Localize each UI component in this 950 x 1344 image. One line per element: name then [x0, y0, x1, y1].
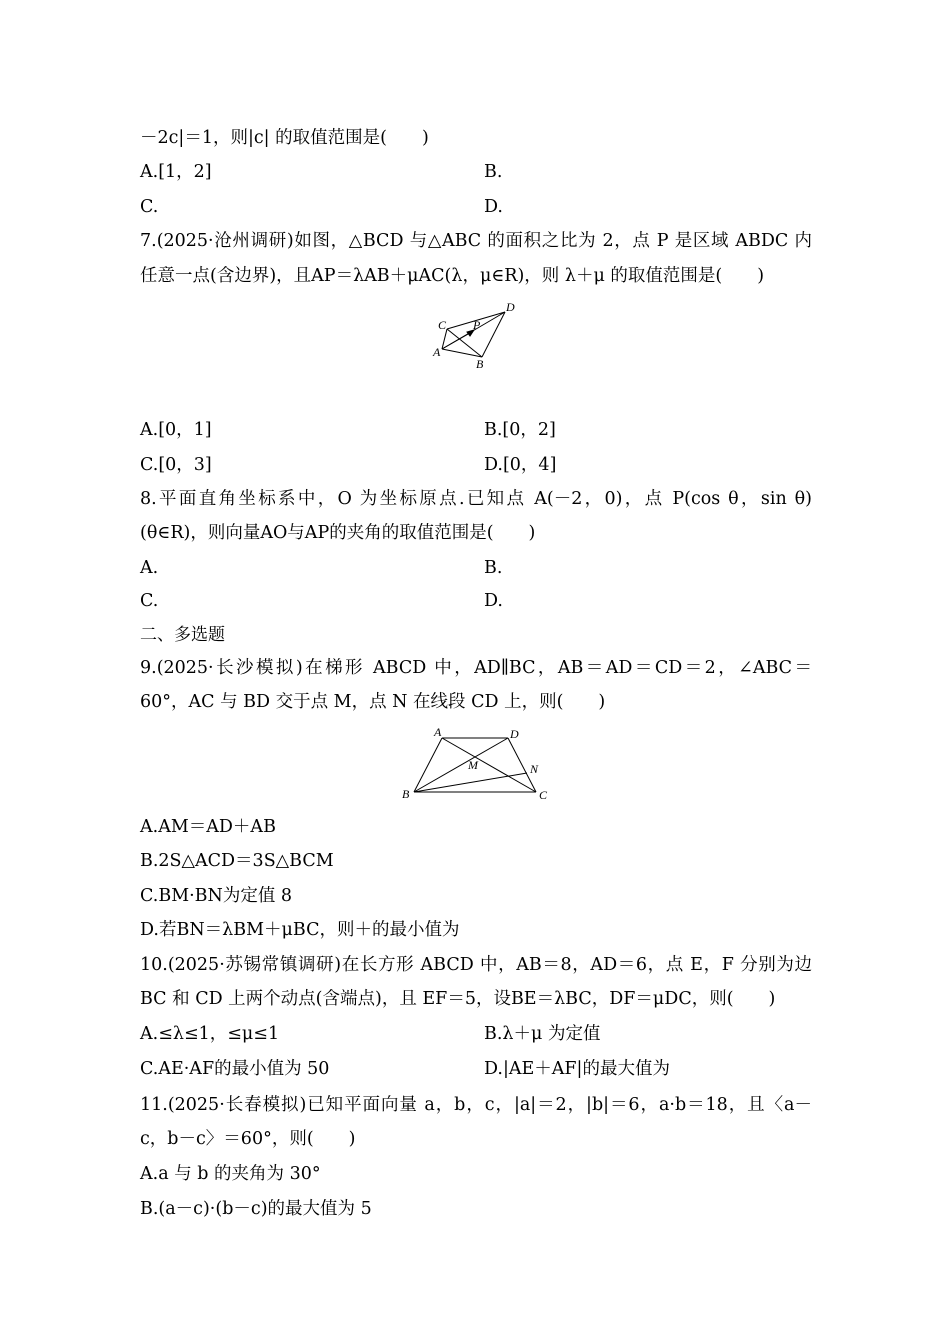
- q9-stem-line2: 60°，AC 与 BD 交于点 M，点 N 在线段 CD 上，则( ): [140, 692, 606, 712]
- q8-stem-line1: 8.平面直角坐标系中，O 为坐标原点.已知点 A(－2，0)，点 P(cos θ，sin θ): [140, 489, 812, 509]
- q6-option-b[interactable]: B.: [484, 162, 503, 182]
- q7-label-a: A: [433, 345, 441, 359]
- q10-option-d[interactable]: D.|AE＋AF|的最大值为: [484, 1059, 670, 1079]
- q7-stem-line2: 任意一点(含边界)，且AP＝λAB＋μAC(λ，μ∈R)，则 λ＋μ 的取值范围是( ): [140, 266, 765, 286]
- q9-label-a: A: [434, 725, 442, 739]
- q9-label-c: C: [539, 788, 548, 802]
- q6-option-c[interactable]: C.: [140, 197, 159, 217]
- q9-label-b: B: [402, 787, 410, 801]
- q8-option-a[interactable]: A.: [140, 558, 159, 578]
- q9-option-a[interactable]: A.AM＝AD＋AB: [140, 817, 276, 837]
- q7-label-c: C: [438, 318, 447, 332]
- q9-option-b[interactable]: B.2S△ACD＝3S△BCM: [140, 851, 334, 871]
- q7-option-c[interactable]: C.[0，3]: [140, 455, 212, 475]
- q8-option-b[interactable]: B.: [484, 558, 503, 578]
- q9-label-d: D: [510, 727, 519, 741]
- q9-label-n: N: [530, 762, 539, 776]
- q8-option-d[interactable]: D.: [484, 591, 503, 611]
- section-heading: 二、多选题: [140, 625, 225, 645]
- q9-figure: [398, 724, 556, 806]
- q7-option-b[interactable]: B.[0，2]: [484, 420, 556, 440]
- q9-label-m: M: [468, 758, 478, 772]
- q8-option-c[interactable]: C.: [140, 591, 159, 611]
- q11-stem-line2: c，b－c〉＝60°，则( ): [140, 1129, 356, 1149]
- q11-option-b[interactable]: B.(a－c)·(b－c)的最大值为 5: [140, 1199, 372, 1219]
- q9-option-d[interactable]: D.若BN＝λBM＋μBC，则＋的最小值为: [140, 920, 460, 940]
- q7-option-d[interactable]: D.[0，4]: [484, 455, 557, 475]
- q10-stem-line1: 10.(2025·苏锡常镇调研)在长方形 ABCD 中，AB＝8，AD＝6，点 E，F 分别为边: [140, 955, 812, 975]
- q7-figure: [430, 298, 520, 374]
- q8-stem-line2: (θ∈R)，则向量AO与AP的夹角的取值范围是( ): [140, 523, 536, 543]
- q6-option-a[interactable]: A.[1，2]: [140, 162, 212, 182]
- q7-label-b: B: [476, 357, 484, 371]
- q6-stem-tail: －2c|＝1，则|c| 的取值范围是( ): [140, 128, 429, 148]
- q7-stem-line1: 7.(2025·沧州调研)如图，△BCD 与△ABC 的面积之比为 2，点 P 是区域 ABDC 内: [140, 231, 812, 251]
- q7-label-p: P: [473, 318, 481, 332]
- q10-option-a[interactable]: A.≤λ≤1，≤μ≤1: [140, 1024, 280, 1044]
- q11-stem-line1: 11.(2025·长春模拟)已知平面向量 a，b，c，|a|＝2，|b|＝6，a·b＝18，且〈a－: [140, 1095, 812, 1115]
- q9-option-c[interactable]: C.BM·BN为定值 8: [140, 886, 293, 906]
- q7-label-d: D: [506, 300, 515, 314]
- q10-stem-line2: BC 和 CD 上两个动点(含端点)，且 EF＝5，设BE＝λBC，DF＝μDC，则( ): [140, 989, 776, 1009]
- q9-stem-line1: 9.(2025·长沙模拟)在梯形 ABCD 中，AD∥BC，AB＝AD＝CD＝2，∠ABC＝: [140, 658, 812, 678]
- q6-option-d[interactable]: D.: [484, 197, 503, 217]
- q10-option-b[interactable]: B.λ＋μ 为定值: [484, 1024, 601, 1044]
- q10-option-c[interactable]: C.AE·AF的最小值为 50: [140, 1059, 330, 1079]
- q11-option-a[interactable]: A.a 与 b 的夹角为 30°: [140, 1164, 321, 1184]
- q7-option-a[interactable]: A.[0，1]: [140, 420, 212, 440]
